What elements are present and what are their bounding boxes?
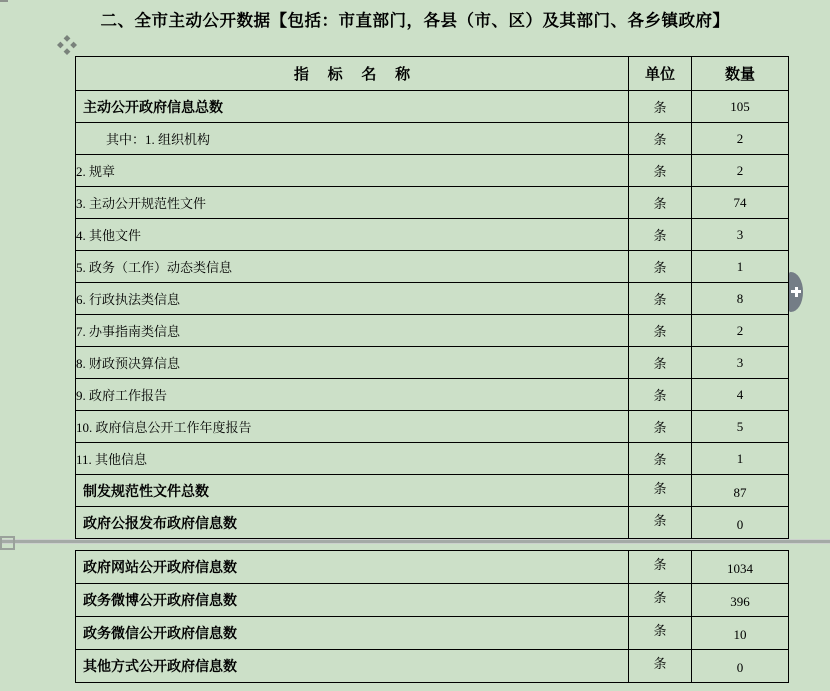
unit-cell: 条	[629, 411, 692, 443]
indicator-name-cell: 7. 办事指南类信息	[76, 315, 629, 347]
unit-cell: 条	[629, 219, 692, 251]
quantity-cell: 10	[692, 617, 789, 650]
quantity-cell: 2	[692, 155, 789, 187]
page-margin-marker	[0, 536, 15, 550]
indicator-name-cell: 8. 财政预决算信息	[76, 347, 629, 379]
disclosure-table-section-1	[75, 56, 789, 539]
quantity-cell: 5	[692, 411, 789, 443]
table-move-handle-icon[interactable]	[56, 34, 78, 56]
unit-cell: 条	[629, 251, 692, 283]
table-row	[76, 219, 789, 251]
table-row	[76, 315, 789, 347]
unit-cell: 条	[629, 617, 692, 650]
quantity-cell: 2	[692, 123, 789, 155]
indicator-name-cell: 3. 主动公开规范性文件	[76, 187, 629, 219]
disclosure-table-section-2	[75, 550, 789, 683]
unit-cell: 条	[629, 507, 692, 539]
unit-cell: 条	[629, 443, 692, 475]
unit-cell: 条	[629, 123, 692, 155]
unit-cell: 条	[629, 379, 692, 411]
indicator-name-cell: 2. 规章	[76, 155, 629, 187]
quantity-cell: 1	[692, 443, 789, 475]
table-row	[76, 187, 789, 219]
unit-cell: 条	[629, 475, 692, 507]
table-row	[76, 155, 789, 187]
table-row	[76, 650, 789, 683]
table-row	[76, 617, 789, 650]
unit-cell: 条	[629, 551, 692, 584]
quantity-cell: 1034	[692, 551, 789, 584]
unit-cell: 条	[629, 187, 692, 219]
quantity-cell: 396	[692, 584, 789, 617]
unit-cell: 条	[629, 650, 692, 683]
quantity-cell: 1	[692, 251, 789, 283]
table-row	[76, 443, 789, 475]
quantity-cell: 4	[692, 379, 789, 411]
unit-cell: 条	[629, 91, 692, 123]
indicator-name-cell: 政府网站公开政府信息数	[76, 551, 629, 584]
table-row	[76, 347, 789, 379]
table-row	[76, 283, 789, 315]
quantity-cell: 74	[692, 187, 789, 219]
indicator-name-cell: 5. 政务（工作）动态类信息	[76, 251, 629, 283]
indicator-name-cell: 4. 其他文件	[76, 219, 629, 251]
unit-cell: 条	[629, 283, 692, 315]
table-row	[76, 411, 789, 443]
table-row	[76, 475, 789, 507]
table-row	[76, 123, 789, 155]
table-row	[76, 507, 789, 539]
document-title: 二、全市主动公开数据【包括：市直部门，各县（市、区）及其部门、各乡镇政府】	[100, 11, 730, 30]
table-row	[76, 584, 789, 617]
quantity-cell: 87	[692, 475, 789, 507]
window-edge-fragment	[0, 0, 8, 2]
unit-cell: 条	[629, 347, 692, 379]
unit-header: 单位	[629, 57, 692, 91]
indicator-name-cell: 其中：1. 组织机构	[76, 123, 629, 155]
floating-plus-handle[interactable]	[789, 272, 803, 312]
table-header-row	[76, 57, 789, 91]
table-row	[76, 379, 789, 411]
indicator-name-cell: 政府公报发布政府信息数	[76, 507, 629, 539]
unit-cell: 条	[629, 584, 692, 617]
unit-cell: 条	[629, 315, 692, 347]
quantity-cell: 105	[692, 91, 789, 123]
table-row	[76, 91, 789, 123]
quantity-cell: 3	[692, 347, 789, 379]
table-row	[76, 251, 789, 283]
quantity-cell: 0	[692, 650, 789, 683]
indicator-name-cell: 其他方式公开政府信息数	[76, 650, 629, 683]
quantity-header: 数量	[692, 57, 789, 91]
indicator-name-cell: 政务微信公开政府信息数	[76, 617, 629, 650]
indicator-name-cell: 政务微博公开政府信息数	[76, 584, 629, 617]
page-break-divider	[0, 539, 830, 544]
quantity-cell: 0	[692, 507, 789, 539]
indicator-name-cell: 11. 其他信息	[76, 443, 629, 475]
quantity-cell: 8	[692, 283, 789, 315]
unit-cell: 条	[629, 155, 692, 187]
indicator-name-cell: 9. 政府工作报告	[76, 379, 629, 411]
quantity-cell: 3	[692, 219, 789, 251]
quantity-cell: 2	[692, 315, 789, 347]
table-row	[76, 551, 789, 584]
indicator-name-header: 指 标 名 称	[76, 57, 629, 91]
indicator-name-cell: 10. 政府信息公开工作年度报告	[76, 411, 629, 443]
indicator-name-cell: 主动公开政府信息总数	[76, 91, 629, 123]
indicator-name-cell: 制发规范性文件总数	[76, 475, 629, 507]
indicator-name-cell: 6. 行政执法类信息	[76, 283, 629, 315]
